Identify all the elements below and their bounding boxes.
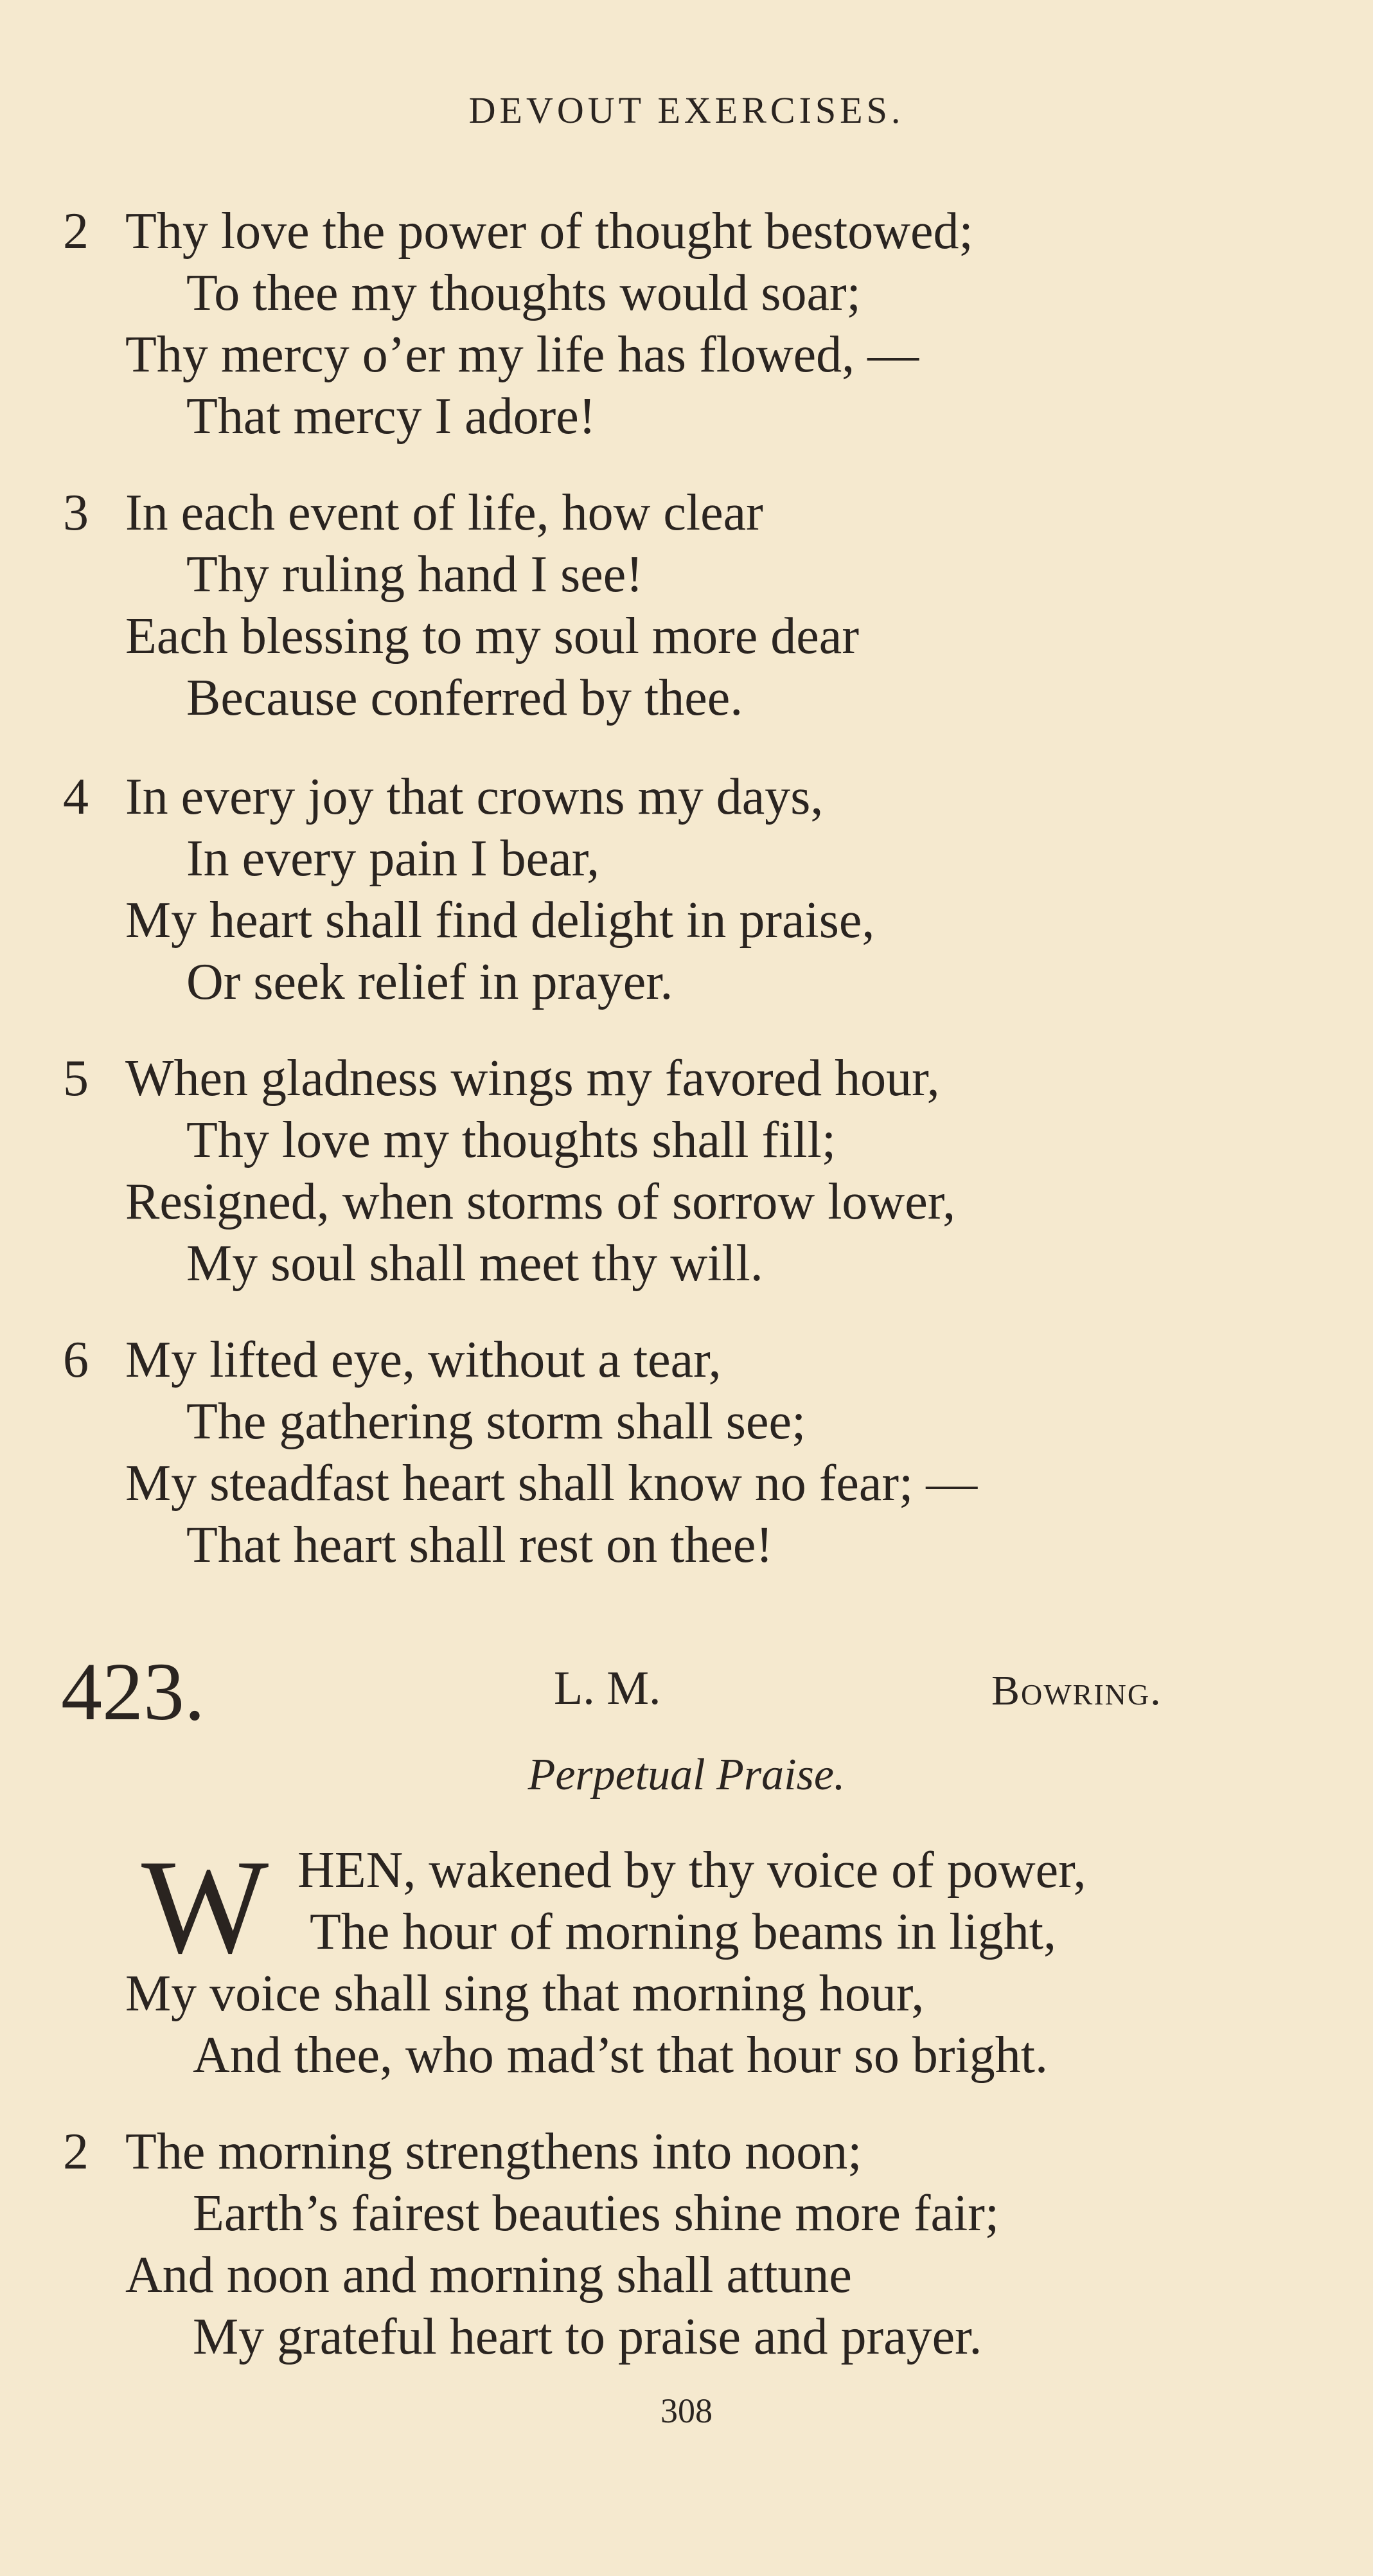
verse-line: The hour of morning beams in light, [310, 1904, 1057, 1960]
verse-line: Or seek relief in prayer. [186, 954, 673, 1010]
verse-line: That heart shall rest on thee! [186, 1517, 773, 1573]
verse-line: My steadfast heart shall know no fear; — [125, 1455, 978, 1512]
verse-line: Because conferred by thee. [186, 670, 743, 726]
verse-line: That mercy I adore! [186, 388, 596, 445]
verse-line: When gladness wings my favored hour, [125, 1050, 940, 1107]
drop-cap: W [141, 1832, 269, 1981]
stanza-number: 5 [63, 1050, 89, 1107]
hymn-author: Bowring. [991, 1667, 1162, 1714]
stanza-number: 4 [63, 769, 89, 825]
stanza-number: 2 [63, 203, 89, 260]
verse-line: The morning strengthens into noon; [125, 2124, 862, 2180]
page-number: 308 [660, 2392, 713, 2430]
verse-line: Thy mercy o’er my life has flowed, — [125, 326, 919, 383]
verse-line: Thy love my thoughts shall fill; [186, 1112, 837, 1168]
verse-line: To thee my thoughts would soar; [186, 265, 861, 321]
verse-line: And noon and morning shall attune [125, 2247, 852, 2303]
stanza-number: 6 [63, 1332, 89, 1388]
verse-line: In every joy that crowns my days, [125, 769, 824, 825]
hymn-number: 423. [61, 1646, 205, 1737]
verse-line: My heart shall find delight in praise, [125, 892, 875, 949]
verse-line: In each event of life, how clear [125, 485, 763, 541]
verse-line: Each blessing to my soul more dear [125, 608, 859, 665]
verse-line: My voice shall sing that morning hour, [125, 1965, 925, 2022]
verse-line: Earth’s fairest beauties shine more fair; [193, 2185, 1000, 2242]
verse-line: And thee, who mad’st that hour so bright. [193, 2027, 1048, 2084]
stanza-number: 2 [63, 2124, 89, 2180]
hymn-meter: L. M. [554, 1662, 661, 1715]
verse-line: HEN, wakened by thy voice of power, [297, 1842, 1086, 1899]
stanza-number: 3 [63, 485, 89, 541]
verse-line: The gathering storm shall see; [186, 1393, 806, 1450]
verse-line: Thy love the power of thought bestowed; [125, 203, 973, 260]
verse-line: In every pain I bear, [186, 830, 600, 887]
verse-line: My lifted eye, without a tear, [125, 1332, 722, 1388]
running-head: DEVOUT EXERCISES. [468, 89, 905, 131]
verse-line: Resigned, when storms of sorrow lower, [125, 1174, 956, 1230]
hymn-title: Perpetual Praise. [527, 1750, 846, 1800]
verse-line: My soul shall meet thy will. [186, 1235, 763, 1292]
verse-line: Thy ruling hand I see! [186, 546, 643, 603]
verse-line: My grateful heart to praise and prayer. [193, 2309, 982, 2365]
